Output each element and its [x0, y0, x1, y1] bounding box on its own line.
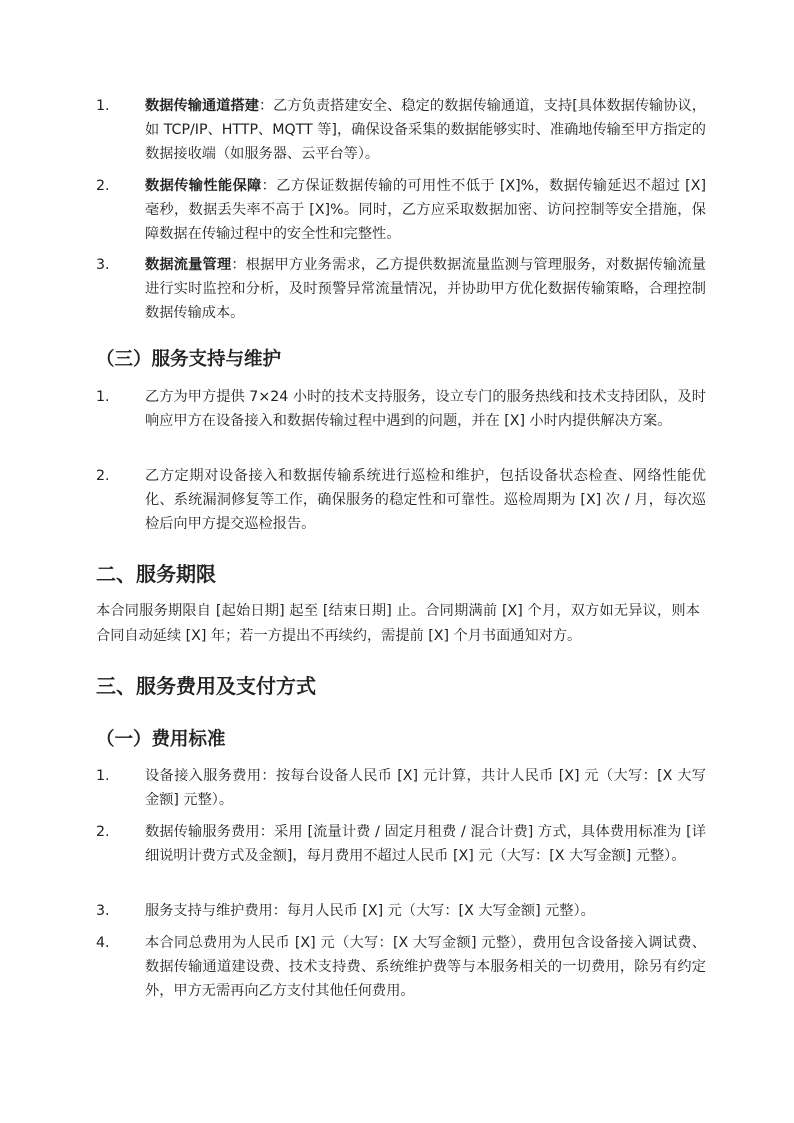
list-item: [96, 94, 706, 166]
list-item-text: 设备接入服务费用：按每台设备人民币 [X] 元计算，共计人民币 [X] 元（大写：[X 大写金额] 元整）。: [145, 768, 706, 808]
section-heading: 二、服务期限: [96, 562, 216, 586]
list-item-text: 数据传输服务费用：采用 [流量计费 / 固定月租费 / 混合计费] 方式，具体费用标准为 [详细说明计费方式及金额]，每月费用不超过人民币 [X] 元（大写：[X 大写金额] 元整）。: [145, 824, 706, 864]
list-item-text: ：乙方保证数据传输的可用性不低于 [X]%，数据传输延迟不超过 [X] 毫秒，数据丢失率不高于 [X]%。同时，乙方应采取数据加密、访问控制等安全措施，保障数据在传输过程中的安全性和完整性。: [145, 178, 706, 242]
list-item: [96, 253, 706, 325]
list-item: [96, 385, 706, 433]
list-item-text: 乙方定期对设备接入和数据传输系统进行巡检和维护，包括设备状态检查、网络性能优化、系统漏洞修复等工作，确保服务的稳定性和可靠性。巡检周期为 [X] 次 / 月，每次巡检后向甲方提交巡检报告。: [145, 468, 706, 532]
list-number: 3.: [96, 903, 110, 919]
list-number: 2.: [96, 468, 110, 484]
list-number: 2.: [96, 824, 110, 840]
list-item-text: ：根据甲方业务需求，乙方提供数据流量监测与管理服务，对数据传输流量进行实时监控和分析，及时预警异常流量情况，并协助甲方优化数据传输策略，合理控制数据传输成本。: [145, 257, 706, 321]
section-heading: 三、服务费用及支付方式: [96, 674, 316, 698]
list-number: 1.: [96, 389, 110, 405]
list-item: [96, 764, 706, 812]
list-item: [96, 899, 706, 923]
list-item: [96, 820, 706, 868]
list-item-text: 服务支持与维护费用：每月人民币 [X] 元（大写：[X 大写金额] 元整）。: [145, 903, 595, 919]
list-item-term: 数据流量管理: [145, 257, 232, 273]
list-number: 4.: [96, 935, 110, 951]
list-item-term: 数据传输性能保障: [145, 178, 262, 194]
list-number: 1.: [96, 768, 110, 784]
list-item-text: ：乙方负责搭建安全、稳定的数据传输通道，支持[具体数据传输协议，如 TCP/IP、HTTP、MQTT 等]，确保设备采集的数据能够实时、准确地传输至甲方指定的数据接收端（如服务器、云平台等）。: [145, 98, 706, 162]
list-number: 1.: [96, 98, 110, 114]
list-item-text: 本合同总费用为人民币 [X] 元（大写：[X 大写金额] 元整），费用包含设备接入调试费、数据传输通道建设费、技术支持费、系统维护费等与本服务相关的一切费用，除另有约定外，甲方无需再向乙方支付其他任何费用。: [145, 935, 706, 999]
section-heading: （三）服务支持与维护: [96, 349, 282, 370]
list-number: 2.: [96, 178, 110, 194]
body-paragraph: 本合同服务期限自 [起始日期] 起至 [结束日期] 止。合同期满前 [X] 个月，双方如无异议，则本合同自动延续 [X] 年；若一方提出不再续约，需提前 [X] 个月书面通知对方。: [96, 603, 700, 644]
list-item-text: 乙方为甲方提供 7×24 小时的技术支持服务，设立专门的服务热线和技术支持团队，及时响应甲方在设备接入和数据传输过程中遇到的问题，并在 [X] 小时内提供解决方案。: [145, 389, 706, 429]
section-heading: （一）费用标准: [96, 729, 226, 750]
list-item: [96, 931, 706, 1003]
list-item-term: 数据传输通道搭建: [145, 98, 259, 114]
list-item: [96, 174, 706, 246]
list-number: 3.: [96, 257, 110, 273]
list-item: [96, 464, 706, 536]
